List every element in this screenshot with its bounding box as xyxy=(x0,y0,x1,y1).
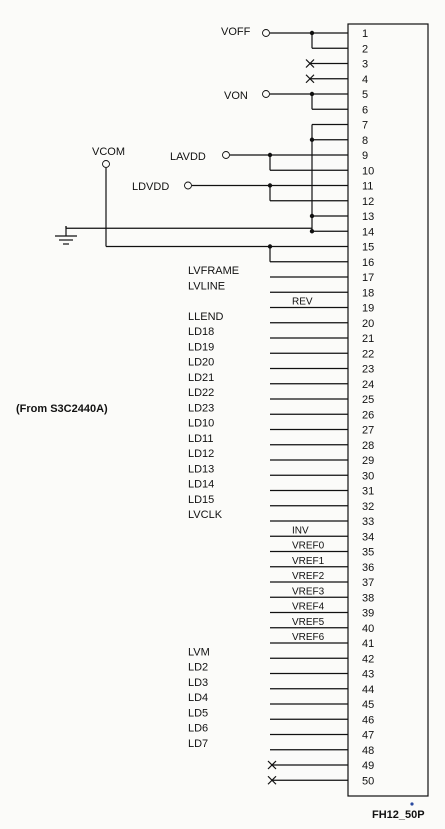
inner-label: VREF4 xyxy=(292,601,325,613)
pin-number: 10 xyxy=(362,165,375,178)
pin-number: 30 xyxy=(362,470,375,483)
pin-number: 27 xyxy=(362,424,375,437)
pin-number: 3 xyxy=(362,58,369,71)
pin-number: 47 xyxy=(362,729,375,742)
inner-labels xyxy=(270,297,348,644)
inner-label: INV xyxy=(292,525,309,537)
pin-number: 4 xyxy=(362,73,369,86)
pin-number: 31 xyxy=(362,485,375,498)
voff-label: VOFF xyxy=(221,26,251,38)
signal-label: LVCLK xyxy=(188,509,223,521)
signal-label: LD6 xyxy=(188,722,209,735)
signal-label: LD20 xyxy=(188,356,215,369)
vcom-label: VCOM xyxy=(92,146,125,158)
inner-label: VREF6 xyxy=(292,632,325,643)
pin-number: 50 xyxy=(362,775,375,788)
pin-number: 13 xyxy=(362,211,375,223)
signal-label: LVFRAME xyxy=(188,265,240,277)
pin-number: 40 xyxy=(362,622,375,635)
signal-label: LD19 xyxy=(188,341,215,354)
pin-number: 42 xyxy=(362,653,375,666)
pin-number: 38 xyxy=(362,592,375,605)
inner-label: VREF1 xyxy=(292,555,325,567)
signal-label: LD2 xyxy=(188,661,209,674)
pin-number: 49 xyxy=(362,760,375,772)
pin-number: 22 xyxy=(362,348,375,361)
pin-number: 8 xyxy=(362,134,369,147)
inner-label: VREF2 xyxy=(292,571,325,582)
connector-label: FH12_50P xyxy=(372,809,425,821)
pin-number: 21 xyxy=(362,333,375,345)
ldvdd-label: LDVDD xyxy=(132,181,170,193)
pin-number: 39 xyxy=(362,607,375,620)
inner-label: VREF0 xyxy=(292,540,325,552)
pin-number: 19 xyxy=(362,302,375,315)
terminal-circle xyxy=(263,91,270,98)
von-label: VON xyxy=(224,90,248,102)
pin-number: 20 xyxy=(362,317,375,330)
junction-dot xyxy=(310,138,314,142)
lavdd-label: LAVDD xyxy=(170,151,206,163)
pin-number: 18 xyxy=(362,287,375,300)
pin-number: 28 xyxy=(362,439,375,452)
signal-label: LD13 xyxy=(188,463,215,476)
terminal-circle xyxy=(103,161,110,168)
inner-label: VREF5 xyxy=(292,616,325,628)
inner-label: VREF3 xyxy=(292,586,325,598)
signal-label: LD14 xyxy=(188,478,215,491)
pin-number: 44 xyxy=(362,683,375,696)
signal-label: LD7 xyxy=(188,737,209,750)
source-note: (From S3C2440A) xyxy=(16,403,108,415)
signal-label: LD4 xyxy=(188,692,209,704)
connector-body xyxy=(348,24,428,796)
pin-number: 34 xyxy=(362,531,375,544)
pin-number: 14 xyxy=(362,226,375,239)
pin-number: 11 xyxy=(362,180,374,193)
terminal-circle xyxy=(263,30,270,37)
signal-label: LD18 xyxy=(188,326,215,338)
pin-number: 41 xyxy=(362,638,375,650)
pin-number: 7 xyxy=(362,119,369,132)
pin-number: 5 xyxy=(362,89,369,101)
connector-pin1-dot xyxy=(410,802,413,805)
pin-number: 46 xyxy=(362,714,375,727)
pin-number: 37 xyxy=(362,577,375,589)
junction-dot xyxy=(310,229,314,233)
signal-label: LLEND xyxy=(188,310,224,323)
pin-number: 26 xyxy=(362,409,375,422)
pin-number: 16 xyxy=(362,256,375,269)
signal-label: LD23 xyxy=(188,402,215,415)
pin-number: 17 xyxy=(362,272,375,284)
signal-labels xyxy=(188,265,348,750)
pin-number: 33 xyxy=(362,516,375,528)
pin-number: 12 xyxy=(362,195,375,208)
signal-label: LD22 xyxy=(188,387,215,399)
no-connect-marks xyxy=(268,60,348,785)
terminal-circle xyxy=(185,182,192,189)
signal-label: LVM xyxy=(188,646,210,659)
pin-number: 1 xyxy=(362,28,369,40)
pin-number: 6 xyxy=(362,104,369,117)
pin-number: 43 xyxy=(362,668,375,681)
signal-label: LD5 xyxy=(188,707,209,720)
junction-dot xyxy=(310,214,314,218)
pin-number: 35 xyxy=(362,546,375,559)
pin-number: 25 xyxy=(362,394,375,406)
signal-label: LD3 xyxy=(188,676,209,689)
pin-number: 48 xyxy=(362,744,375,757)
signal-label: LD12 xyxy=(188,448,215,460)
signal-label: LD15 xyxy=(188,493,215,506)
pin-number: 36 xyxy=(362,561,375,574)
pin-numbers xyxy=(362,28,374,787)
pin-number: 23 xyxy=(362,363,375,376)
pin-number: 9 xyxy=(362,150,369,162)
signal-label: LVLINE xyxy=(188,280,226,293)
signal-label: LD11 xyxy=(188,432,214,445)
pin-number: 15 xyxy=(362,241,375,254)
pin-number: 29 xyxy=(362,455,375,467)
pin-number: 2 xyxy=(362,43,369,56)
pin-number: 24 xyxy=(362,378,375,391)
pin-number: 45 xyxy=(362,699,375,711)
signal-label: LD21 xyxy=(188,371,215,384)
pin-number: 32 xyxy=(362,500,375,513)
inner-label: REV xyxy=(292,296,313,308)
signal-label: LD10 xyxy=(188,417,215,430)
terminal-circle xyxy=(223,152,230,159)
